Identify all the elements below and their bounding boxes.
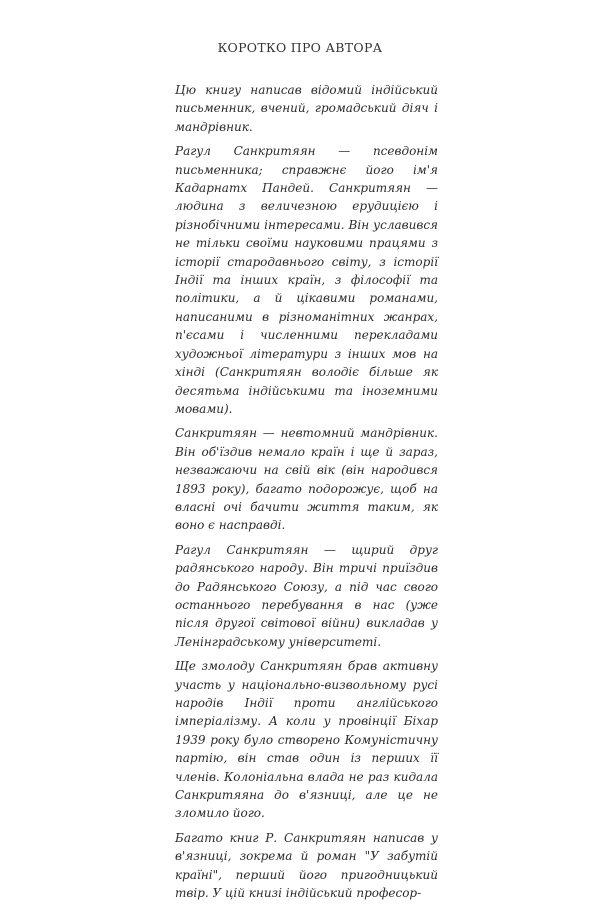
paragraph-6: Багато книг Р. Санкритяян написав у в'язниці, зокрема й роман "У забутій країні", перший його пригодницький твір. У цій книзі індійський професор- [175, 830, 438, 901]
chapter-heading: КОРОТКО ПРО АВТОРА [217, 40, 383, 55]
body-text [175, 81, 438, 905]
paragraph-5: Ще змолоду Санкритяян брав активну участь у національно-визвольному русі народів Індії проти англійського імперіалізму. А коли у провінції Біхар 1939 року було створено Комуністичну партію, він став один із перших її членів. Колоніальна влада не раз кидала Санкритяяна до в'язниці, але це не зломило його. [175, 659, 438, 821]
paragraph-4: Рагул Санкритяян — щирий друг радянського народу. Він тричі приїздив до Радянського Союзу, а під час свого останнього перебування в нас (уже після другої світової війни) викладав у Ленінградському університеті. [175, 542, 438, 649]
paragraph-2: Рагул Санкритяян — псевдонім письменника; справжнє його ім'я Кадарнатх Пандей. Санкритяян — людина з величезною ерудицією і різнобічними інтересами. Він уславився не тільки своїми науковими працями з історії стародавнього світу, з історії Індії та інших країн, з філософії та політики, а й цікавими романами, написаними в різноманітних жанрах, п'єсами і численними перекладами художньої літератури з інших мов на хінді (Санкритяян володіє більше як десятьма індійськими та іноземними мовами). [175, 144, 438, 416]
paragraph-1: Цю книгу написав відомий індійський письменник, вчений, громадський діяч і мандрівник. [175, 83, 438, 134]
paragraph-3: Санкритяян — невтомний мандрівник. Він об'їздив немало країн і ще й зараз, незважаючи на свій вік (він народився 1893 року), багато подорожує, щоб на власні очі бачити життя таким, як воно є насправді. [175, 426, 438, 533]
